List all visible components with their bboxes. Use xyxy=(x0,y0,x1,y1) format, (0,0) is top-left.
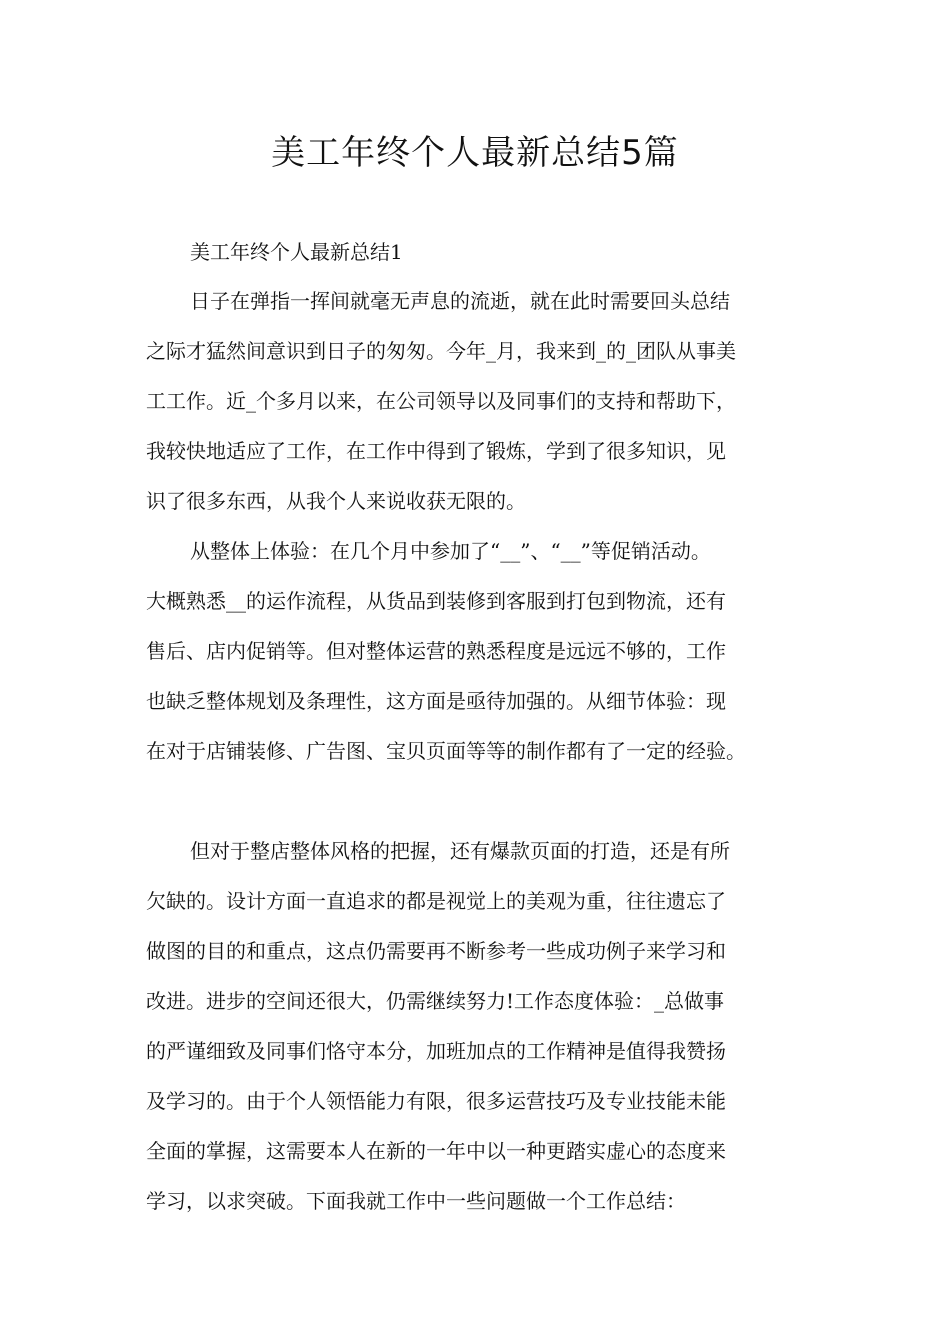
document-title: 美工年终个人最新总结5篇 xyxy=(271,133,679,173)
paragraph-line: 我较快地适应了工作，在工作中得到了锻炼，学到了很多知识，见 xyxy=(146,439,726,463)
section-heading: 美工年终个人最新总结1 xyxy=(190,240,403,264)
paragraph-line: 也缺乏整体规划及条理性，这方面是亟待加强的。从细节体验：现 xyxy=(146,689,726,713)
paragraph-line: 大概熟悉__的运作流程，从货品到装修到客服到打包到物流，还有 xyxy=(146,589,726,613)
paragraph-2 xyxy=(146,526,816,776)
paragraph-line: 在对于店铺装修、广告图、宝贝页面等等的制作都有了一定的经验。 xyxy=(146,739,746,763)
paragraph-line: 改进。进步的空间还很大，仍需继续努力!工作态度体验：_总做事 xyxy=(146,989,725,1013)
paragraph-line: 但对于整店整体风格的把握，还有爆款页面的打造，还是有所 xyxy=(190,839,730,863)
paragraph-1 xyxy=(146,276,816,526)
paragraph-line: 的严谨细致及同事们恪守本分，加班加点的工作精神是值得我赞扬 xyxy=(146,1039,726,1063)
paragraph-line: 及学习的。由于个人领悟能力有限，很多运营技巧及专业技能未能 xyxy=(146,1089,726,1113)
paragraph-3 xyxy=(146,826,816,1226)
paragraph-line: 工工作。近_个多月以来，在公司领导以及同事们的支持和帮助下， xyxy=(146,389,736,413)
paragraph-line: 全面的掌握，这需要本人在新的一年中以一种更踏实虚心的态度来 xyxy=(146,1139,726,1163)
paragraph-line: 做图的目的和重点，这点仍需要再不断参考一些成功例子来学习和 xyxy=(146,939,726,963)
paragraph-line: 日子在弹指一挥间就毫无声息的流逝，就在此时需要回头总结 xyxy=(190,289,730,313)
paragraph-line: 学习，以求突破。下面我就工作中一些问题做一个工作总结： xyxy=(146,1189,686,1213)
paragraph-line: 之际才猛然间意识到日子的匆匆。今年_月，我来到_的_团队从事美 xyxy=(146,339,736,363)
paragraph-line: 识了很多东西，从我个人来说收获无限的。 xyxy=(146,489,526,513)
paragraph-line: 欠缺的。设计方面一直追求的都是视觉上的美观为重，往往遗忘了 xyxy=(146,889,726,913)
paragraph-line: 售后、店内促销等。但对整体运营的熟悉程度是远远不够的，工作 xyxy=(146,639,726,663)
paragraph-line: 从整体上体验：在几个月中参加了“__”、“__”等促销活动。 xyxy=(190,539,711,563)
